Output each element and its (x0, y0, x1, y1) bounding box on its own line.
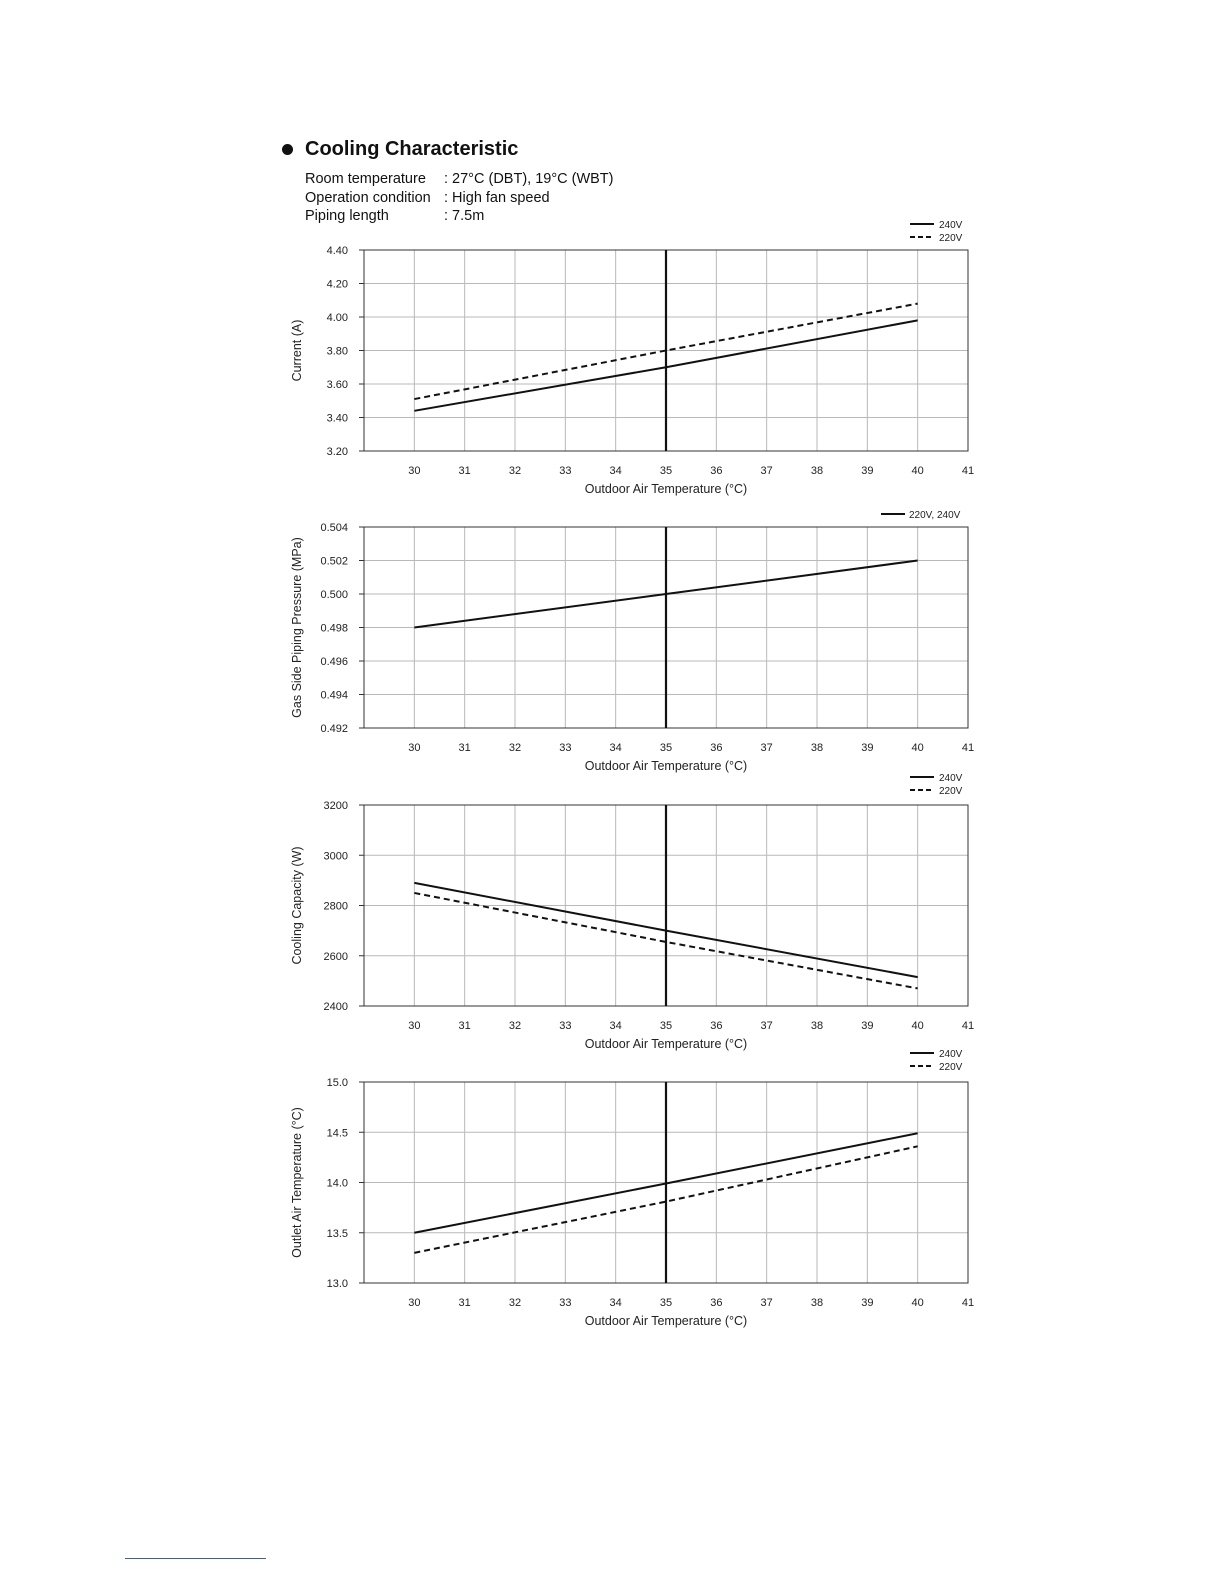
x-tick-label: 37 (760, 1297, 773, 1309)
y-tick-label: 15.0 (326, 1077, 348, 1089)
x-tick-label: 32 (508, 1020, 522, 1032)
x-tick-label: 39 (861, 742, 874, 754)
x-axis-label: Outdoor Air Temperature (°C) (584, 1037, 748, 1051)
x-tick-label: 41 (961, 742, 975, 754)
x-tick-label: 34 (609, 1297, 622, 1309)
x-tick-label: 38 (810, 1297, 824, 1309)
y-tick-label: 3.40 (326, 412, 348, 425)
x-tick-label: 39 (861, 465, 874, 477)
x-tick-label: 35 (659, 1020, 673, 1032)
x-tick-label: 38 (810, 465, 824, 477)
y-tick-label: 4.40 (326, 245, 348, 257)
x-tick-label: 37 (760, 465, 773, 477)
condition-label: Piping length (305, 208, 389, 224)
x-axis-label: Outdoor Air Temperature (°C) (584, 759, 748, 773)
legend-label: 220V, 240V (909, 510, 961, 521)
section-title: Cooling Characteristic (305, 138, 519, 160)
x-axis-label: Outdoor Air Temperature (°C) (584, 482, 748, 496)
x-tick-label: 35 (659, 742, 673, 754)
x-tick-label: 35 (659, 1297, 673, 1309)
y-tick-label: 4.20 (326, 278, 348, 291)
y-tick-label: 2600 (323, 950, 348, 963)
legend-label: 220V (939, 1062, 963, 1073)
condition-label: Operation condition (305, 189, 431, 206)
x-tick-label: 33 (559, 1020, 572, 1032)
y-tick-label: 0.498 (320, 622, 348, 635)
x-tick-label: 35 (659, 465, 673, 477)
legend-label: 220V (939, 786, 963, 797)
y-tick-label: 3.80 (326, 345, 348, 358)
y-tick-label: 3000 (323, 850, 348, 863)
y-tick-label: 2800 (323, 900, 348, 913)
x-tick-label: 36 (710, 742, 723, 754)
y-tick-label: 0.502 (320, 555, 348, 568)
y-tick-label: 13.5 (326, 1227, 348, 1240)
y-tick-label: 14.0 (326, 1177, 348, 1190)
x-tick-label: 39 (861, 1297, 874, 1309)
footer-rule (125, 1558, 266, 1559)
x-tick-label: 31 (458, 1020, 471, 1032)
legend-label: 240V (939, 1049, 963, 1060)
legend-label: 240V (939, 220, 963, 231)
chart-2 (290, 510, 974, 773)
x-tick-label: 39 (861, 1020, 874, 1032)
x-tick-label: 36 (710, 1297, 723, 1309)
x-tick-label: 32 (508, 742, 522, 754)
chart-3 (290, 773, 974, 1051)
x-tick-label: 32 (508, 1297, 522, 1309)
x-tick-label: 36 (710, 465, 723, 477)
x-tick-label: 31 (458, 742, 471, 754)
y-tick-label: 0.496 (320, 656, 348, 668)
y-tick-label: 3200 (323, 800, 348, 812)
y-axis-label: Gas Side Piping Pressure (MPa) (290, 537, 304, 718)
condition-value: : High fan speed (444, 189, 550, 206)
y-axis-label: Cooling Capacity (W) (290, 846, 304, 965)
x-tick-label: 41 (961, 1297, 975, 1309)
chart-1 (290, 220, 974, 496)
x-tick-label: 40 (911, 742, 924, 754)
chart-4 (290, 1049, 974, 1328)
x-tick-label: 40 (911, 465, 924, 477)
y-tick-label: 2400 (323, 1001, 348, 1013)
y-tick-label: 0.500 (320, 589, 348, 601)
x-tick-label: 38 (810, 742, 824, 754)
y-axis-label: Outlet Air Temperature (°C) (290, 1107, 304, 1258)
x-tick-label: 33 (559, 742, 572, 754)
y-tick-label: 3.20 (326, 446, 348, 458)
legend-label: 220V (939, 233, 963, 244)
y-tick-label: 13.0 (326, 1278, 348, 1290)
x-tick-label: 30 (408, 742, 421, 754)
x-axis-label: Outdoor Air Temperature (°C) (584, 1314, 748, 1328)
x-tick-label: 31 (458, 1297, 471, 1309)
x-tick-label: 34 (609, 1020, 622, 1032)
y-tick-label: 14.5 (326, 1127, 348, 1140)
x-tick-label: 37 (760, 742, 773, 754)
x-tick-label: 30 (408, 465, 421, 477)
y-tick-label: 4.00 (326, 312, 348, 324)
x-tick-label: 41 (961, 465, 975, 477)
x-tick-label: 37 (760, 1020, 773, 1032)
x-tick-label: 34 (609, 465, 622, 477)
x-tick-label: 38 (810, 1020, 824, 1032)
x-tick-label: 36 (710, 1020, 723, 1032)
x-tick-label: 34 (609, 742, 622, 754)
x-tick-label: 33 (559, 465, 572, 477)
x-tick-label: 30 (408, 1297, 421, 1309)
y-tick-label: 3.60 (326, 379, 348, 391)
condition-value: : 7.5m (444, 208, 485, 224)
y-tick-label: 0.492 (320, 723, 348, 735)
condition-label: Room temperature (305, 171, 426, 187)
y-axis-label: Current (A) (290, 319, 304, 382)
x-tick-label: 40 (911, 1020, 924, 1032)
legend-label: 240V (939, 773, 963, 784)
x-tick-label: 30 (408, 1020, 421, 1032)
x-tick-label: 41 (961, 1020, 975, 1032)
x-tick-label: 31 (458, 465, 471, 477)
y-tick-label: 0.494 (320, 689, 348, 702)
x-tick-label: 32 (508, 465, 522, 477)
x-tick-label: 40 (911, 1297, 924, 1309)
y-tick-label: 0.504 (320, 522, 348, 534)
condition-value: : 27°C (DBT), 19°C (WBT) (444, 171, 614, 187)
x-tick-label: 33 (559, 1297, 572, 1309)
